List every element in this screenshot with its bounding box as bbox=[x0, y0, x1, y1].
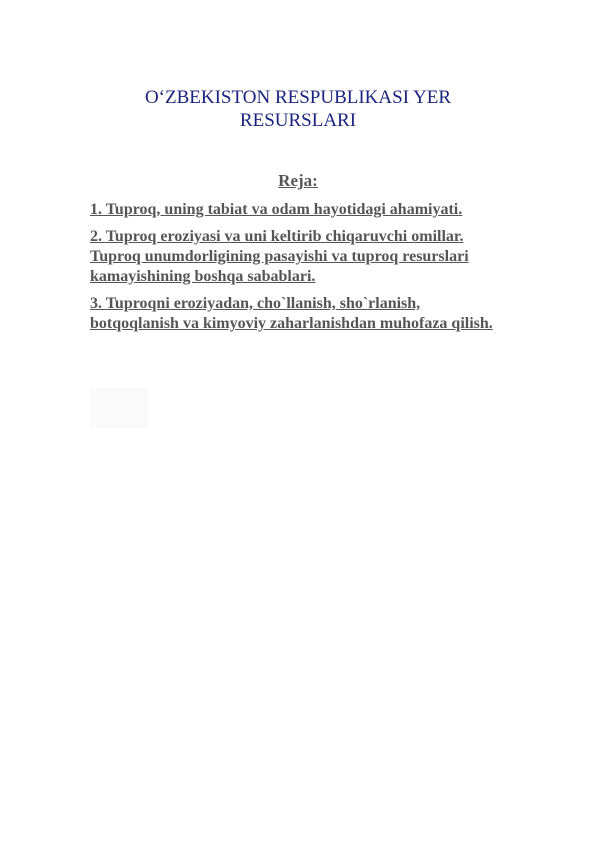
faint-scan-mark bbox=[90, 388, 148, 428]
plan-list bbox=[90, 200, 510, 341]
plan-item-3: 3. Tuproqni eroziyadan, cho`llanish, sho`rlanish, botqoqlanish va kimyoviy zaharlanishdan muhofaza qilish. bbox=[90, 295, 493, 332]
plan-item-2: 2. Tuproq eroziyasi va uni keltirib chiqaruvchi omillar. Tuproq unumdorligining pasayishi va tuproq resurslari kamayishining boshqa sabablari. bbox=[90, 228, 469, 285]
plan-heading: Reja: bbox=[278, 171, 318, 190]
plan-item-1: 1. Tuproq, uning tabiat va odam hayotidagi ahamiyati. bbox=[90, 201, 463, 218]
document-title-line-2: RESURSLARI bbox=[239, 110, 357, 131]
document-title-line-1: O‘ZBEKISTON RESPUBLIKASI YER bbox=[144, 87, 452, 108]
document-title bbox=[90, 86, 506, 132]
